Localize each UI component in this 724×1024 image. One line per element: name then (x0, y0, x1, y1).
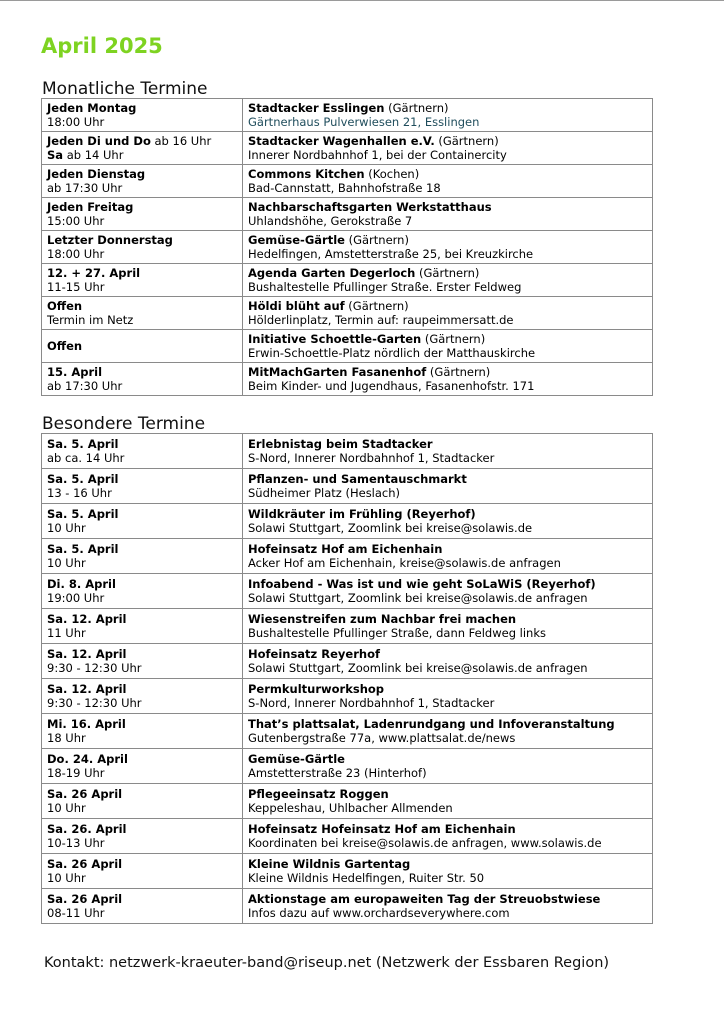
event-location: Kleine Wildnis Hedelfingen, Ruiter Str. 50 (248, 870, 485, 885)
what-cell (243, 644, 653, 679)
event-type: (Gärtnern) (344, 298, 409, 313)
what-cell (243, 231, 653, 264)
event-time: 18 Uhr (47, 730, 86, 745)
event-date: Di. 8. April (47, 576, 116, 591)
event-location: S-Nord, Innerer Nordbahnhof 1, Stadtacker (248, 450, 495, 465)
when-label: Offen (47, 338, 83, 353)
event-location: Amstetterstraße 23 (Hinterhof) (248, 765, 427, 780)
event-date: Sa. 26 April (47, 856, 123, 871)
what-cell (243, 434, 653, 469)
when-cell (42, 297, 243, 330)
event-location: Hedelfingen, Amstetterstraße 25, bei Kreuzkirche (248, 246, 534, 261)
when-label: 12. + 27. April (47, 265, 141, 280)
event-date: Sa. 12. April (47, 681, 127, 696)
event-name: Agenda Garten Degerloch (248, 265, 416, 280)
when-time: 18:00 Uhr (47, 246, 105, 261)
what-cell (243, 539, 653, 574)
event-location: Beim Kinder- und Jugendhaus, Fasanenhofstr. 171 (248, 378, 535, 393)
what-cell (243, 609, 653, 644)
event-location: Innerer Nordbahnhof 1, bei der Containercity (248, 147, 507, 162)
event-type: (Gärtnern) (415, 265, 480, 280)
event-name: Commons Kitchen (248, 166, 365, 181)
date-cell (42, 889, 243, 924)
when-cell (42, 231, 243, 264)
event-name: Stadtacker Esslingen (248, 100, 385, 115)
event-time: 13 - 16 Uhr (47, 485, 112, 500)
when-cell (42, 198, 243, 231)
event-name: Wildkräuter im Frühling (Reyerhof) (248, 506, 476, 521)
table-row (42, 714, 653, 749)
event-time: 11 Uhr (47, 625, 86, 640)
date-cell (42, 539, 243, 574)
event-date: Sa. 26. April (47, 821, 127, 836)
contact-line: Kontakt: netzwerk-kraeuter-band@riseup.net (Netzwerk der Essbaren Region) (44, 955, 610, 971)
date-cell (42, 434, 243, 469)
date-cell (42, 819, 243, 854)
event-date: Sa. 12. April (47, 611, 127, 626)
what-cell (243, 363, 653, 396)
event-time: 10 Uhr (47, 520, 86, 535)
event-name: Pflanzen- und Samentauschmarkt (248, 471, 467, 486)
event-location: Erwin-Schoettle-Platz nördlich der Matthauskirche (248, 345, 536, 360)
what-cell (243, 819, 653, 854)
what-cell (243, 749, 653, 784)
event-type: (Gärtnern) (434, 133, 499, 148)
date-cell (42, 714, 243, 749)
top-rule (0, 0, 724, 1)
event-time: 9:30 - 12:30 Uhr (47, 660, 142, 675)
table-row (42, 264, 653, 297)
what-cell (243, 574, 653, 609)
when-cell (42, 363, 243, 396)
event-date: Sa. 5. April (47, 436, 119, 451)
table-row (42, 679, 653, 714)
event-date: Sa. 12. April (47, 646, 127, 661)
event-time: 9:30 - 12:30 Uhr (47, 695, 142, 710)
event-time: 10-13 Uhr (47, 835, 105, 850)
when-label: Offen (47, 298, 83, 313)
event-name: Hofeinsatz Reyerhof (248, 646, 380, 661)
date-cell (42, 644, 243, 679)
event-location: Bad-Cannstatt, Bahnhofstraße 18 (248, 180, 441, 195)
table-row (42, 819, 653, 854)
what-cell (243, 330, 653, 363)
when-cell (42, 165, 243, 198)
monthly-events-table (41, 98, 653, 396)
event-location: Infos dazu auf www.orchardseverywhere.com (248, 905, 510, 920)
table-row (42, 749, 653, 784)
date-cell (42, 574, 243, 609)
event-date: Sa. 5. April (47, 471, 119, 486)
event-location: Keppeleshau, Uhlbacher Allmenden (248, 800, 453, 815)
table-row (42, 231, 653, 264)
event-time: 19:00 Uhr (47, 590, 105, 605)
when-cell (42, 99, 243, 132)
event-name: Infoabend - Was ist und wie geht SoLaWiS (Reyerhof) (248, 576, 596, 591)
event-location: Bushaltestelle Pfullinger Straße, dann Feldweg links (248, 625, 547, 640)
event-time: ab ca. 14 Uhr (47, 450, 125, 465)
what-cell (243, 198, 653, 231)
when-label: Jeden Montag (47, 100, 137, 115)
event-type: (Gärtnern) (426, 364, 491, 379)
when-cell (42, 264, 243, 297)
page-title: April 2025 (41, 34, 163, 58)
monthly-events-heading: Monatliche Termine (42, 79, 208, 99)
table-row (42, 132, 653, 165)
when-time: ab 17:30 Uhr (47, 180, 123, 195)
event-name: Permkulturworkshop (248, 681, 385, 696)
event-name: Höldi blüht auf (248, 298, 345, 313)
event-time: 18-19 Uhr (47, 765, 105, 780)
what-cell (243, 679, 653, 714)
event-time: 10 Uhr (47, 870, 86, 885)
event-type: (Gärtnern) (344, 232, 409, 247)
event-location: Uhlandshöhe, Gerokstraße 7 (248, 213, 413, 228)
when-time: ab 14 Uhr (63, 147, 124, 162)
event-location: Solawi Stuttgart, Zoomlink bei kreise@solawis.de (248, 520, 533, 535)
event-date: Do. 24. April (47, 751, 128, 766)
event-time: 10 Uhr (47, 800, 86, 815)
when-label: Letzter Donnerstag (47, 232, 173, 247)
event-name: Initiative Schoettle-Garten (248, 331, 422, 346)
event-date: Mi. 16. April (47, 716, 126, 731)
what-cell (243, 714, 653, 749)
what-cell (243, 297, 653, 330)
table-row (42, 99, 653, 132)
date-cell (42, 504, 243, 539)
table-row (42, 609, 653, 644)
event-time: 08-11 Uhr (47, 905, 105, 920)
event-name: Hofeinsatz Hof am Eichenhain (248, 541, 443, 556)
event-name: Hofeinsatz Hofeinsatz Hof am Eichenhain (248, 821, 516, 836)
event-name: Gemüse-Gärtle (248, 232, 345, 247)
when2-label: Sa (47, 147, 64, 162)
date-cell (42, 679, 243, 714)
event-name: Erlebnistag beim Stadtacker (248, 436, 433, 451)
table-row (42, 889, 653, 924)
what-cell (243, 132, 653, 165)
table-row (42, 539, 653, 574)
event-location: S-Nord, Innerer Nordbahnhof 1, Stadtacker (248, 695, 495, 710)
event-name: Gemüse-Gärtle (248, 751, 345, 766)
what-cell (243, 99, 653, 132)
event-location: Bushaltestelle Pfullinger Straße. Erster Feldweg (248, 279, 522, 294)
when-label: Jeden Freitag (47, 199, 134, 214)
when-time: 18:00 Uhr (47, 114, 105, 129)
table-row (42, 504, 653, 539)
when-time: Termin im Netz (47, 312, 134, 327)
event-type: (Kochen) (364, 166, 420, 181)
event-name: Wiesenstreifen zum Nachbar frei machen (248, 611, 517, 626)
what-cell (243, 854, 653, 889)
table-row (42, 363, 653, 396)
what-cell (243, 784, 653, 819)
event-type: (Gärtnern) (384, 100, 449, 115)
when-inline: ab 16 Uhr (150, 133, 212, 148)
what-cell (243, 264, 653, 297)
date-cell (42, 784, 243, 819)
event-time: 10 Uhr (47, 555, 86, 570)
event-location: Südheimer Platz (Heslach) (248, 485, 401, 500)
when-time: 15:00 Uhr (47, 213, 105, 228)
table-row (42, 434, 653, 469)
table-row (42, 198, 653, 231)
event-date: Sa. 26 April (47, 891, 123, 906)
what-cell (243, 504, 653, 539)
special-events-heading: Besondere Termine (42, 414, 206, 434)
event-name: Nachbarschaftsgarten Werkstatthaus (248, 199, 492, 214)
when-time: 11-15 Uhr (47, 279, 105, 294)
event-location: Solawi Stuttgart, Zoomlink bei kreise@solawis.de anfragen (248, 590, 588, 605)
when-label: 15. April (47, 364, 103, 379)
event-location: Gärtnerhaus Pulverwiesen 21, Esslingen (248, 114, 480, 129)
when-label: Jeden Di und Do (47, 133, 151, 148)
event-name: Stadtacker Wagenhallen e.V. (248, 133, 435, 148)
what-cell (243, 889, 653, 924)
event-location: Acker Hof am Eichenhain, kreise@solawis.de anfragen (248, 555, 561, 570)
event-name: MitMachGarten Fasanenhof (248, 364, 427, 379)
event-location: Gutenbergstraße 77a, www.plattsalat.de/news (248, 730, 516, 745)
table-row (42, 644, 653, 679)
event-date: Sa. 5. April (47, 506, 119, 521)
event-location: Solawi Stuttgart, Zoomlink bei kreise@solawis.de anfragen (248, 660, 588, 675)
event-location: Hölderlinplatz, Termin auf: raupeimmersatt.de (248, 312, 514, 327)
when-label: Jeden Dienstag (47, 166, 146, 181)
event-type: (Gärtnern) (421, 331, 486, 346)
date-cell (42, 854, 243, 889)
table-row (42, 784, 653, 819)
what-cell (243, 469, 653, 504)
when-cell (42, 132, 243, 165)
table-row (42, 469, 653, 504)
event-date: Sa. 5. April (47, 541, 119, 556)
event-name: Pflegeeinsatz Roggen (248, 786, 389, 801)
event-location: Koordinaten bei kreise@solawis.de anfragen, www.solawis.de (248, 835, 602, 850)
event-name: Kleine Wildnis Gartentag (248, 856, 411, 871)
when-time: ab 17:30 Uhr (47, 378, 123, 393)
table-row (42, 165, 653, 198)
what-cell (243, 165, 653, 198)
event-name: That’s plattsalat, Ladenrundgang und Infoveranstaltung (248, 716, 615, 731)
table-row (42, 297, 653, 330)
date-cell (42, 609, 243, 644)
date-cell (42, 469, 243, 504)
event-date: Sa. 26 April (47, 786, 123, 801)
special-events-table (41, 433, 653, 924)
event-name: Aktionstage am europaweiten Tag der Streuobstwiese (248, 891, 601, 906)
table-row (42, 330, 653, 363)
table-row (42, 854, 653, 889)
when-cell (42, 330, 243, 363)
date-cell (42, 749, 243, 784)
table-row (42, 574, 653, 609)
